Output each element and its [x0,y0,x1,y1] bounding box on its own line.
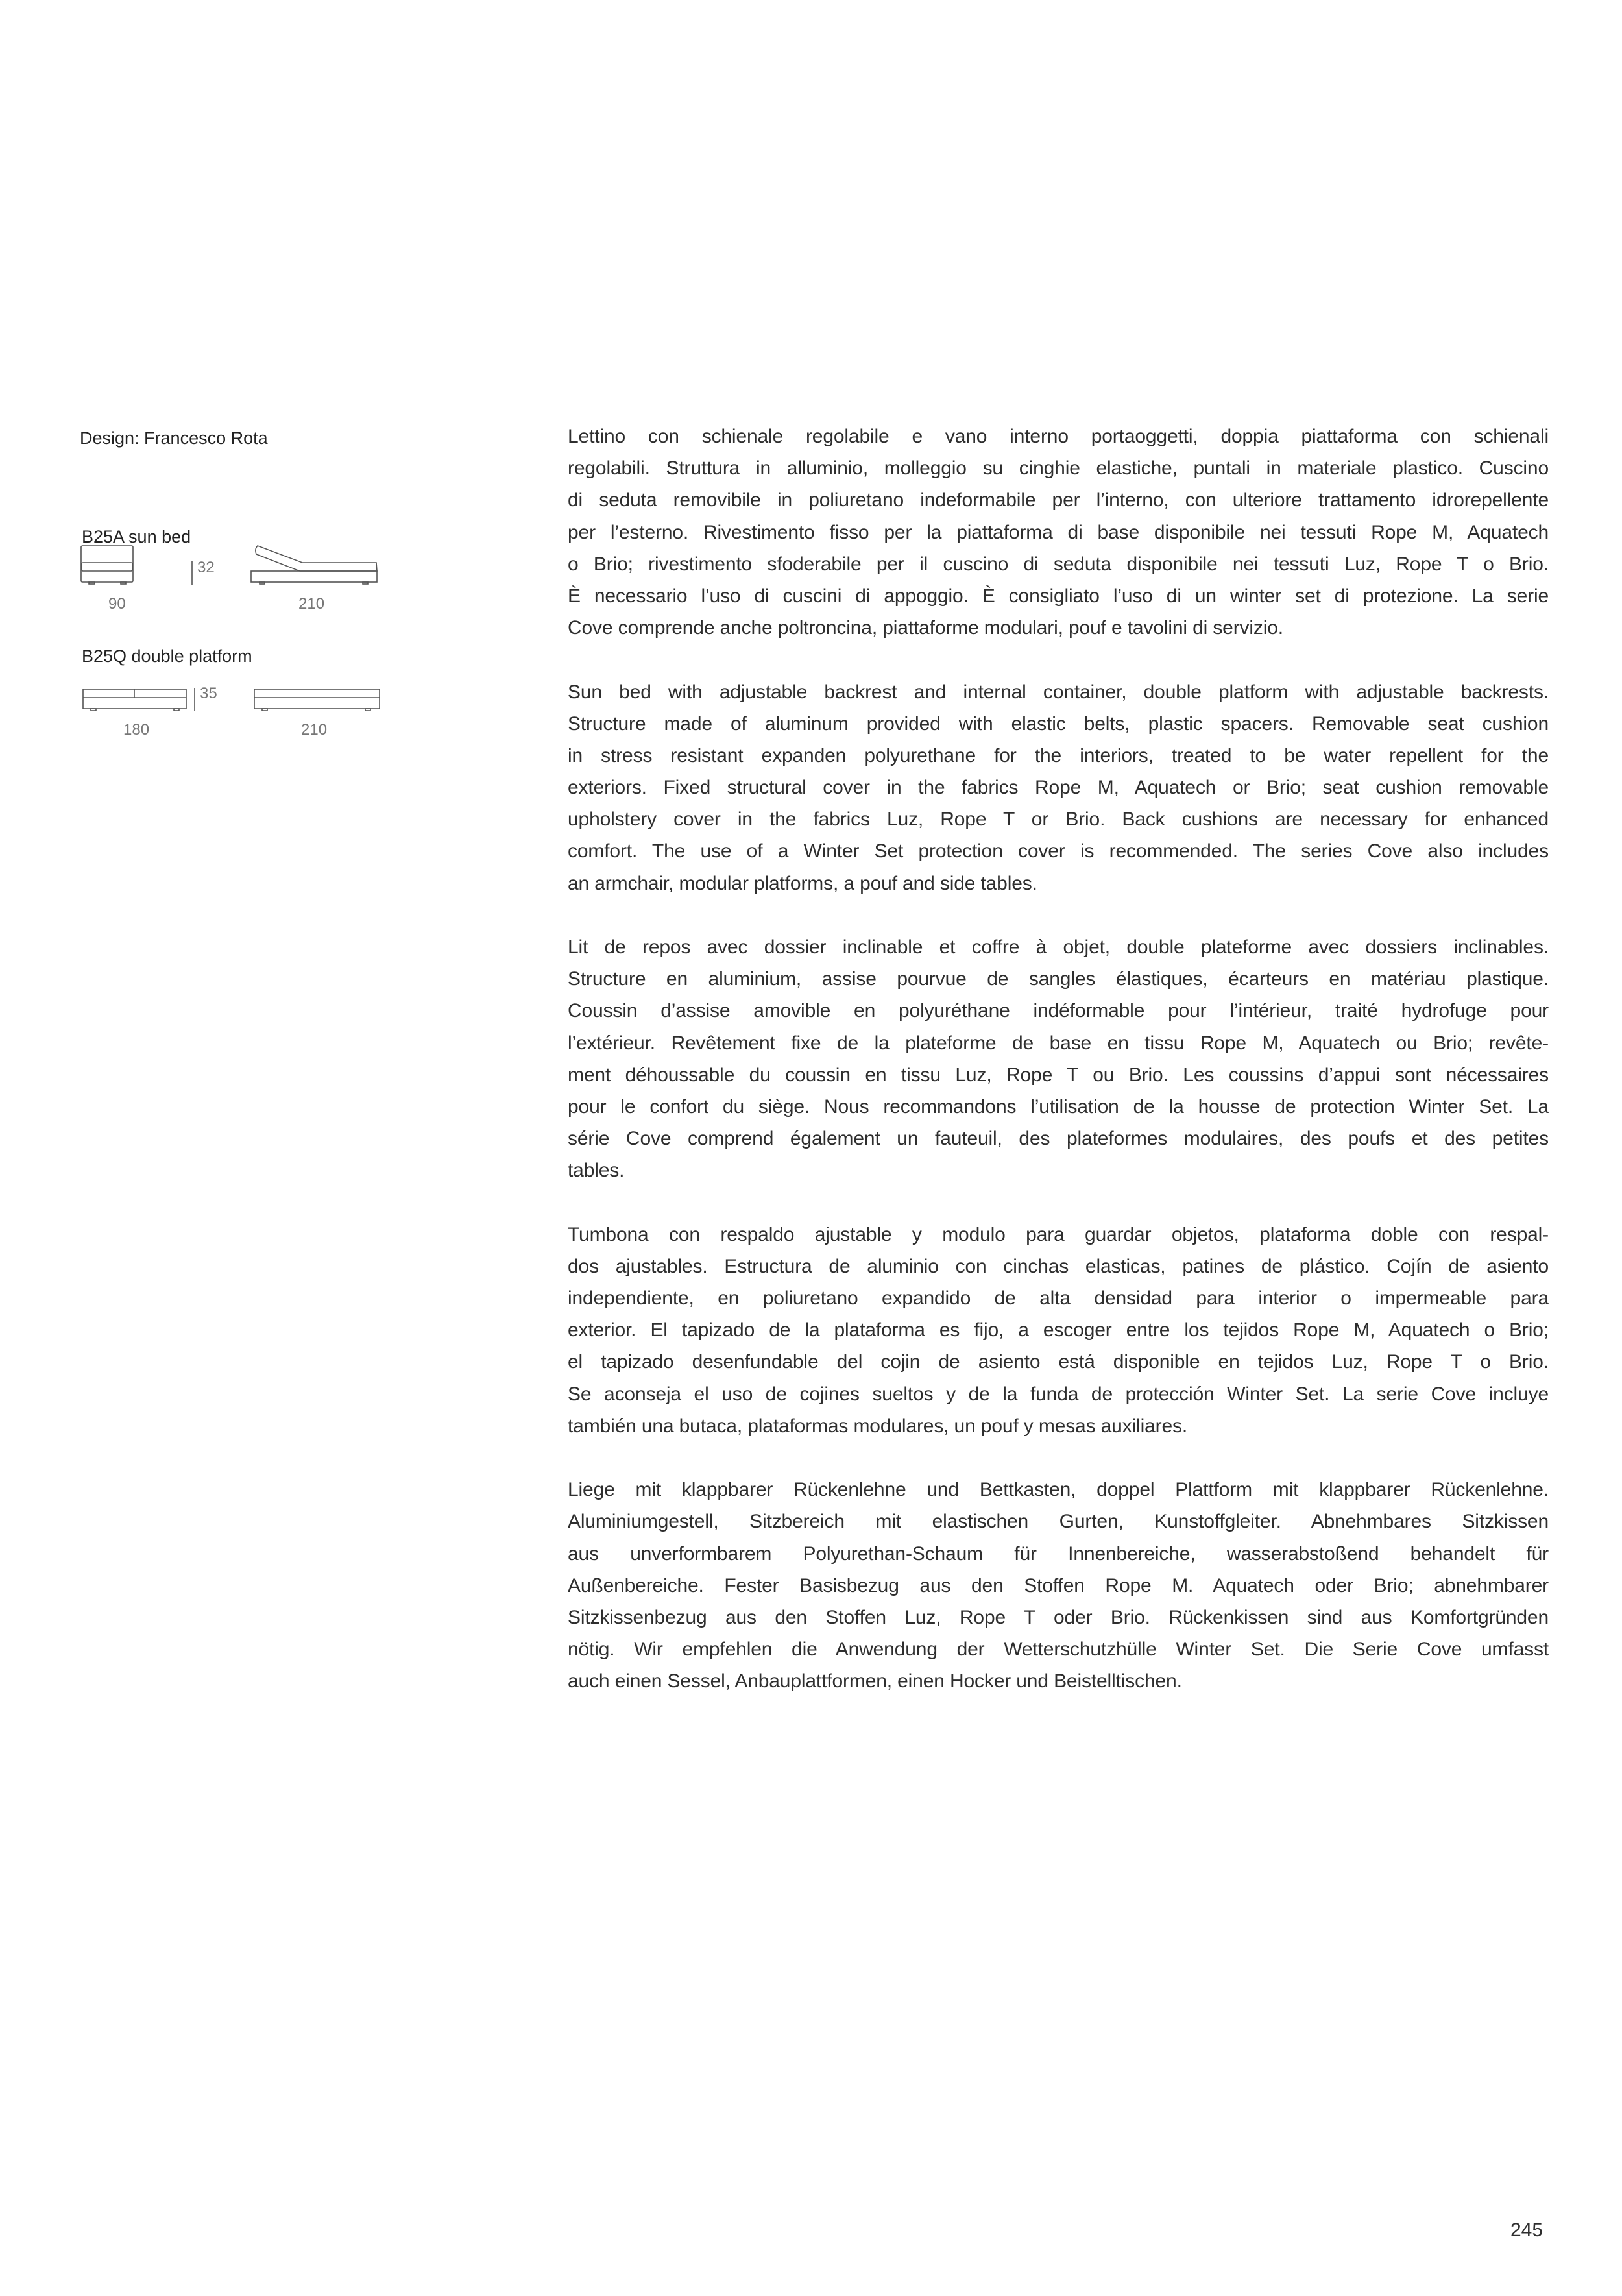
text-line: exteriors. Fixed structural cover in the fabrics Rope M, Aquatech or Brio; seat cushion removable [568,777,1549,799]
description-column [568,421,1549,1729]
sun-bed-length: 210 [298,595,325,613]
text-line: Structure en aluminium, assise pourvue de sangles élastiques, écarteurs en matériau plastique. [568,968,1549,990]
double-platform-width: 180 [123,721,150,739]
text-line: tables. [568,1160,625,1182]
sun-bed-width: 90 [108,595,126,613]
text-line: pour le confort du siège. Nous recommandons l’utilisation de la housse de protection Winter Set. La [568,1095,1549,1117]
text-line: Structure made of aluminum provided with elastic belts, plastic spacers. Removable seat cushion [568,713,1549,735]
text-line: también una butaca, plataformas modulares, un pouf y mesas auxiliares. [568,1415,1188,1437]
description-paragraph-en [568,676,1549,899]
text-line: el tapizado desenfundable del cojin de asiento está disponible en tejidos Luz, Rope T o Brio. [568,1351,1549,1373]
description-paragraph-fr [568,931,1549,1187]
text-line: per l’esterno. Rivestimento fisso per la piattaforma di base disponibile nei tessuti Rope M, Aquatech [568,521,1549,543]
sun-bed-side-drawing [251,546,377,584]
text-line: comfort. The use of a Winter Set protection cover is recommended. The series Cove also includes [568,840,1549,862]
text-line: Sitzkissenbezug aus den Stoffen Luz, Rope T oder Brio. Rückenkissen sind aus Komfortgründen [568,1606,1549,1628]
sun-bed-height: 32 [197,559,215,576]
text-line: Se aconseja el uso de cojines sueltos y de la funda de protección Winter Set. La serie Cove incluye [568,1383,1549,1405]
sun-bed-front-drawing [81,546,133,584]
designer-credit: Design: Francesco Rota [80,428,268,448]
double-platform-length: 210 [301,721,328,739]
text-line: série Cove comprend également un fauteuil, des plateformes modulaires, des poufs et des petites [568,1128,1549,1150]
double-platform-height: 35 [200,685,217,702]
text-line: È necessario l’uso di cuscini di appoggio. È consigliato l’uso di un winter set di protezione. La serie [568,585,1549,607]
text-line: l’extérieur. Revêtement fixe de la plateforme de base en tissu Rope M, Aquatech ou Brio; revête- [568,1032,1549,1054]
text-line: Außenbereiche. Fester Basisbezug aus den Stoffen Rope M. Aquatech oder Brio; abnehmbarer [568,1574,1549,1596]
text-line: Liege mit klappbarer Rückenlehne und Bettkasten, doppel Plattform mit klappbarer Rückenlehne. [568,1479,1549,1501]
text-line: o Brio; rivestimento sfoderabile per il cuscino di seduta disponibile nei tessuti Luz, Rope T o Brio. [568,553,1549,575]
text-line: ment déhoussable du coussin en tissu Luz, Rope T ou Brio. Les coussins d’appui sont nécessaires [568,1064,1549,1086]
product-sidebar [0,0,454,779]
text-line: regolabili. Struttura in alluminio, molleggio su cinghie elastiche, puntali in materiale plastico. Cuscino [568,458,1549,480]
text-line: aus unverformbarem Polyurethan-Schaum für Innenbereiche, wasserabstoßend behandelt für [568,1543,1549,1565]
text-line: Sun bed with adjustable backrest and internal container, double platform with adjustable backrests. [568,681,1549,703]
product-title-b25a: B25A sun bed [82,527,191,546]
double-platform-front-drawing [83,689,186,711]
text-line: nötig. Wir empfehlen die Anwendung der Wetterschutzhülle Winter Set. Die Serie Cove umfasst [568,1639,1549,1661]
text-line: Lettino con schienale regolabile e vano interno portaoggetti, doppia piattaforma con schienali [568,426,1549,447]
text-line: in stress resistant expanden polyurethane for the interiors, treated to be water repellent for the [568,744,1549,766]
text-line: di seduta removibile in poliuretano indeformabile per l’interno, con ulteriore trattamento idrorepellente [568,489,1549,511]
description-paragraph-de [568,1474,1549,1697]
text-line: upholstery cover in the fabrics Luz, Rope T or Brio. Back cushions are necessary for enhanced [568,809,1549,831]
description-paragraph-it [568,421,1549,644]
text-line: Tumbona con respaldo ajustable y modulo para guardar objetos, plataforma doble con respal- [568,1223,1549,1245]
text-line: an armchair, modular platforms, a pouf and side tables. [568,872,1037,894]
text-line: auch einen Sessel, Anbauplattformen, einen Hocker und Beistelltischen. [568,1670,1182,1692]
text-line: independiente, en poliuretano expandido de alta densidad para interior o impermeable para [568,1288,1549,1310]
text-line: dos ajustables. Estructura de aluminio con cinchas elasticas, patines de plástico. Cojín de asiento [568,1255,1549,1277]
page-number: 245 [1510,2219,1543,2241]
product-title-b25q: B25Q double platform [82,646,252,666]
text-line: Aluminiumgestell, Sitzbereich mit elastischen Gurten, Kunstoffgleiter. Abnehmbares Sitzkissen [568,1511,1549,1533]
text-line: exterior. El tapizado de la plataforma es fijo, a escoger entre los tejidos Rope M, Aquatech o Brio; [568,1319,1549,1341]
text-line: Cove comprende anche poltroncina, piattaforme modulari, pouf e tavolini di servizio. [568,617,1283,639]
double-platform-side-drawing [254,689,380,711]
text-line: Coussin d’assise amovible en polyuréthane indéformable pour l’intérieur, traité hydrofuge pour [568,1000,1549,1022]
description-paragraph-es [568,1219,1549,1442]
text-line: Lit de repos avec dossier inclinable et coffre à objet, double plateforme avec dossiers inclinables. [568,936,1549,958]
